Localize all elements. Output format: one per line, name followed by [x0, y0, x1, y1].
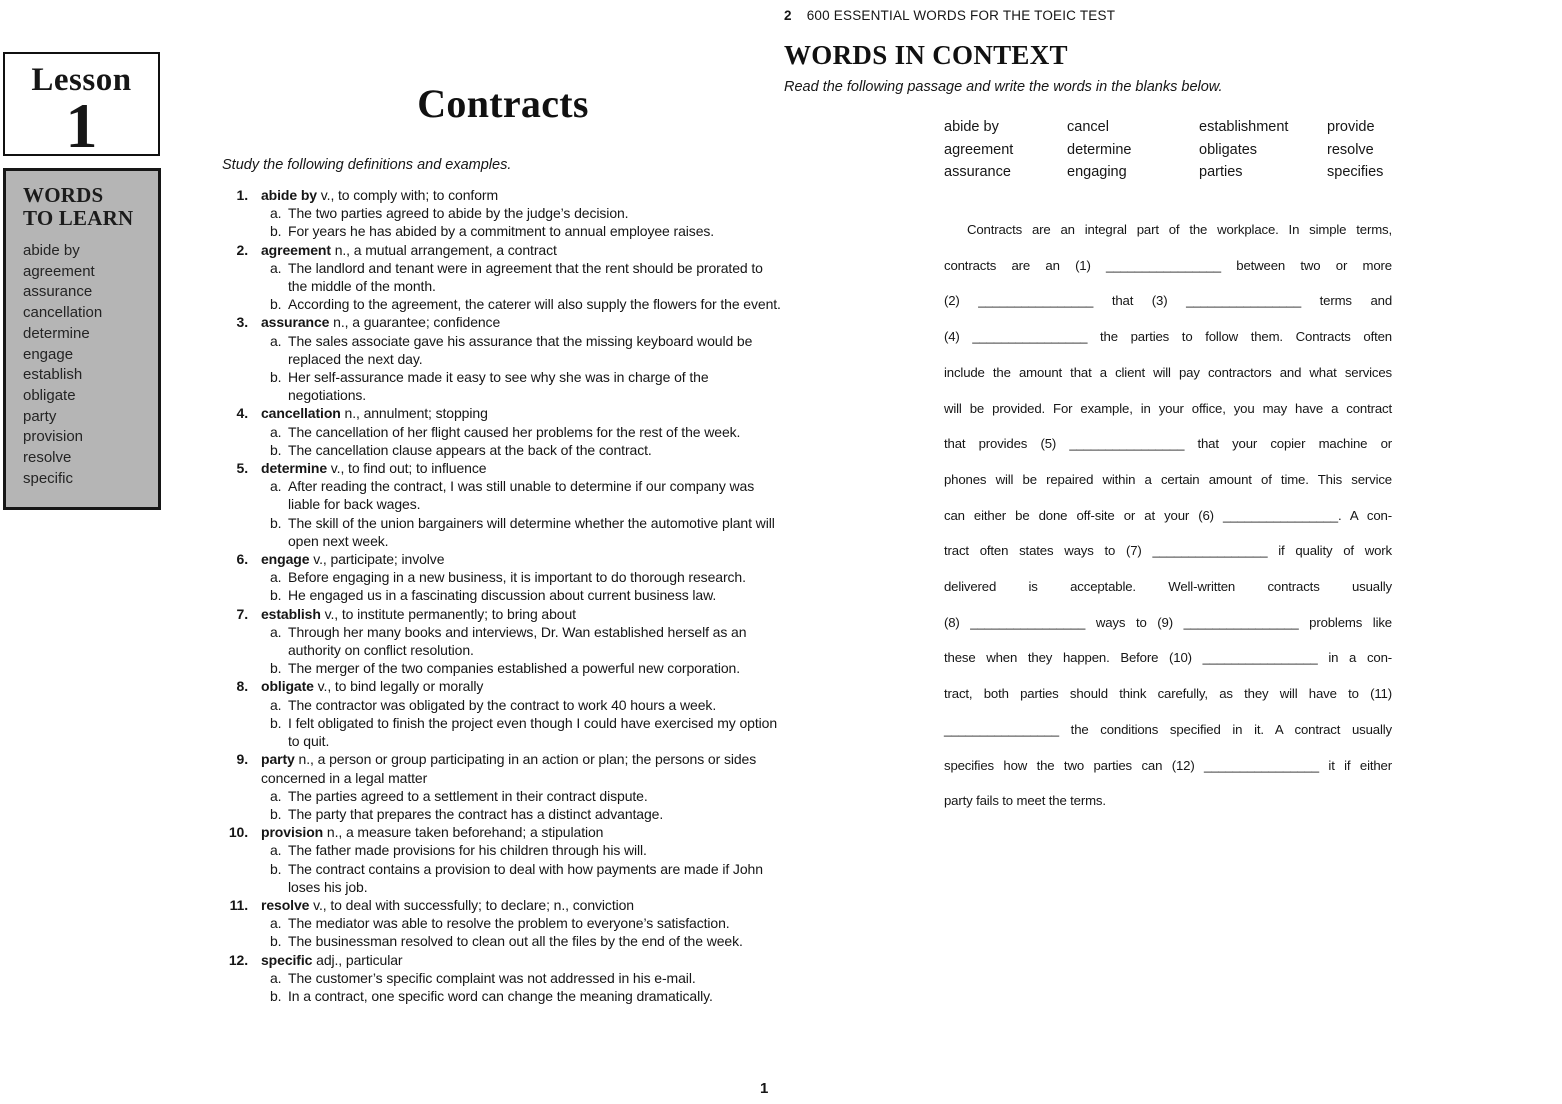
- example-sentences: [222, 568, 784, 604]
- definition-number: 4.: [236, 405, 248, 422]
- vocabulary-word: obligate: [23, 386, 76, 404]
- vocabulary-word: determine: [23, 324, 90, 342]
- example-sentence: [222, 259, 784, 295]
- definition-term: determine: [261, 460, 328, 477]
- definition-head: [222, 404, 784, 422]
- passage-line: that provides (5) ________________ that your copier machine or: [944, 436, 1392, 452]
- example-text: For years he has abided by a commitment to annual employee raises.: [288, 223, 715, 240]
- vocabulary-word: cancellation: [23, 304, 103, 322]
- word-bank-item: determine: [1067, 141, 1132, 158]
- passage-line: (2) ________________ that (3) ________________ terms and: [944, 293, 1392, 309]
- definition-term: obligate: [261, 678, 314, 695]
- example-text: The father made provisions for his children through his will.: [288, 842, 647, 859]
- definition-term: provision: [261, 824, 324, 841]
- example-label: b.: [270, 587, 282, 604]
- example-sentence: [222, 805, 784, 823]
- example-label: a.: [270, 969, 282, 986]
- word-bank-item: specifies: [1327, 164, 1384, 180]
- example-text: The customer’s specific complaint was not addressed in his e-mail.: [288, 969, 696, 986]
- example-label: a.: [270, 478, 282, 495]
- definition-number: 8.: [236, 678, 248, 695]
- passage-line: these when they happen. Before (10) ________________ in a con-: [944, 650, 1392, 666]
- definition-text: v., participate; involve: [309, 551, 445, 568]
- example-sentences: [222, 623, 784, 678]
- fill-in-passage: [944, 212, 1392, 819]
- example-text: The parties agreed to a settlement in their contract dispute.: [288, 787, 648, 804]
- definition-item: [222, 896, 784, 951]
- definition-head: [222, 550, 784, 568]
- definition-number: 2.: [236, 241, 248, 258]
- definition-text: v., to find out; to influence: [327, 460, 487, 477]
- example-text: I felt obligated to finish the project even though I could have exercised my option to quit.: [288, 714, 778, 750]
- example-text: The cancellation of her flight caused her problems for the rest of the week.: [288, 423, 741, 440]
- vocabulary-word: agreement: [23, 262, 95, 280]
- passage-line: (4) ________________ the parties to follow them. Contracts often: [944, 329, 1392, 345]
- example-sentences: [222, 841, 784, 896]
- words-to-learn-title: [23, 184, 152, 230]
- definition-head: [222, 677, 784, 695]
- definition-text: n., a person or group participating in an action or plan; the persons or sides concerned in a legal matter: [261, 751, 757, 786]
- vocabulary-word: specific: [23, 469, 74, 487]
- passage-line: (8) ________________ ways to (9) ________________ problems like: [944, 614, 1392, 630]
- example-label: a.: [270, 787, 282, 804]
- word-bank-item: provide: [1327, 119, 1375, 135]
- word-bank-item: obligates: [1199, 141, 1258, 158]
- example-sentences: [222, 204, 784, 240]
- lesson-title: Contracts: [417, 81, 589, 126]
- example-label: b.: [270, 933, 282, 950]
- definition-term: specific: [261, 951, 313, 968]
- example-sentence: [222, 204, 784, 222]
- definition-number: 6.: [236, 551, 248, 568]
- definition-term: party: [261, 751, 295, 768]
- definition-head: [222, 823, 784, 841]
- example-text: The cancellation clause appears at the back of the contract.: [288, 441, 652, 458]
- vocabulary-word: party: [23, 407, 57, 425]
- example-sentence: [222, 423, 784, 441]
- word-bank-item: assurance: [944, 164, 1011, 180]
- example-sentence: [222, 477, 784, 513]
- definition-text: n., a measure taken beforehand; a stipulation: [323, 824, 604, 841]
- passage-line: phones will be repaired within a certain amount of time. This service: [944, 471, 1392, 487]
- passage-line: contracts are an (1) ________________ between two or more: [944, 257, 1392, 273]
- definition-number: 1.: [236, 187, 248, 203]
- word-bank-item: abide by: [944, 119, 999, 135]
- passage-line: tract often states ways to (7) ________________ if quality of work: [944, 543, 1392, 559]
- definition-text: v., to deal with successfully; to declare; n., conviction: [309, 896, 634, 913]
- example-sentence: [222, 696, 784, 714]
- passage-line: can either be done off-site or at your (6) ________________. A con-: [944, 507, 1392, 523]
- example-text: The landlord and tenant were in agreement that the rent should be prorated to the middle of the month.: [288, 259, 763, 295]
- definition-term: resolve: [261, 896, 310, 913]
- words-to-learn-title-line1: WORDS: [23, 183, 104, 207]
- example-sentence: [222, 932, 784, 950]
- word-bank-item: establishment: [1199, 119, 1289, 135]
- definitions-list: [222, 186, 784, 1005]
- example-sentences: [222, 696, 784, 751]
- passage-line: delivered is acceptable. Well-written contracts usually: [944, 579, 1392, 595]
- word-bank-item: agreement: [944, 141, 1014, 158]
- example-label: b.: [270, 805, 282, 822]
- example-label: a.: [270, 842, 282, 859]
- definition-number: 5.: [236, 460, 248, 477]
- definition-term: agreement: [261, 241, 331, 258]
- example-sentences: [222, 332, 784, 405]
- example-label: a.: [270, 696, 282, 713]
- example-sentence: [222, 841, 784, 859]
- example-text: The mediator was able to resolve the problem to everyone’s satisfaction.: [288, 915, 730, 932]
- example-text: Before engaging in a new business, it is important to do thorough research.: [288, 569, 746, 586]
- example-sentence: [222, 222, 784, 240]
- example-text: After reading the contract, I was still unable to determine if our company was liable for back wages.: [288, 478, 755, 513]
- definition-text: n., annulment; stopping: [340, 405, 488, 422]
- definition-text: v., to institute permanently; to bring about: [320, 605, 576, 622]
- example-label: a.: [270, 569, 282, 586]
- example-text: The merger of the two companies established a powerful new corporation.: [288, 660, 741, 677]
- example-label: a.: [270, 259, 282, 276]
- example-sentence: [222, 987, 784, 1005]
- definition-text: n., a mutual arrangement, a contract: [330, 241, 557, 258]
- passage-line: tract, both parties should think carefully, as they will have to (11): [944, 686, 1392, 702]
- definition-head: [222, 186, 784, 204]
- definition-item: [222, 459, 784, 550]
- lesson-label: Lesson: [31, 62, 132, 98]
- example-label: b.: [270, 660, 282, 677]
- example-sentences: [222, 477, 784, 550]
- vocabulary-word: abide by: [23, 242, 80, 259]
- example-label: b.: [270, 860, 282, 877]
- definition-term: assurance: [261, 314, 330, 331]
- lesson-number: 1: [65, 90, 98, 161]
- definition-number: 3.: [236, 314, 248, 331]
- example-text: He engaged us in a fascinating discussion about current business law.: [288, 587, 717, 604]
- example-sentences: [222, 423, 784, 459]
- example-sentences: [222, 259, 784, 314]
- example-sentence: [222, 514, 784, 550]
- example-text: According to the agreement, the caterer will also supply the flowers for the event.: [288, 296, 781, 313]
- definition-text: adj., particular: [312, 951, 403, 968]
- example-sentence: [222, 659, 784, 677]
- context-instruction: Read the following passage and write the words in the blanks below.: [784, 79, 1223, 95]
- example-label: b.: [270, 441, 282, 458]
- definition-term: abide by: [261, 187, 317, 203]
- definition-text: v., to comply with; to conform: [317, 187, 499, 203]
- definition-item: [222, 313, 784, 404]
- example-sentence: [222, 914, 784, 932]
- running-head: [784, 8, 1115, 23]
- example-text: In a contract, one specific word can change the meaning dramatically.: [288, 987, 713, 1004]
- definition-number: 10.: [228, 824, 248, 841]
- example-text: The two parties agreed to abide by the judge’s decision.: [288, 205, 629, 222]
- definition-item: [222, 404, 784, 459]
- word-bank-item: parties: [1199, 164, 1243, 180]
- definition-item: [222, 823, 784, 896]
- definition-number: 11.: [229, 896, 248, 913]
- example-sentence: [222, 714, 784, 750]
- example-sentence: [222, 441, 784, 459]
- example-label: b.: [270, 514, 282, 531]
- definition-text: v., to bind legally or morally: [313, 678, 484, 695]
- example-sentences: [222, 969, 784, 1005]
- example-label: b.: [270, 987, 282, 1004]
- example-label: a.: [270, 205, 282, 222]
- vocabulary-word: assurance: [23, 283, 93, 301]
- example-sentence: [222, 295, 784, 313]
- example-sentence: [222, 787, 784, 805]
- vocabulary-word: engage: [23, 345, 74, 363]
- definition-term: cancellation: [261, 405, 341, 422]
- book-title: 600 ESSENTIAL WORDS FOR THE TOEIC TEST: [806, 8, 1116, 23]
- definition-head: [222, 951, 784, 969]
- example-text: Through her many books and interviews, Dr. Wan established herself as an authority on conflict resolution.: [288, 623, 747, 659]
- definition-text: n., a guarantee; confidence: [329, 314, 501, 331]
- example-sentence: [222, 368, 784, 404]
- example-sentence: [222, 568, 784, 586]
- definition-item: [222, 550, 784, 605]
- definition-head: [222, 313, 784, 331]
- lesson-number-box: [3, 52, 160, 161]
- study-instruction: Study the following definitions and examples.: [222, 157, 512, 173]
- example-label: a.: [270, 423, 282, 440]
- definition-number: 7.: [236, 605, 248, 622]
- passage-line: specifies how the two parties can (12) ________________ it if either: [944, 757, 1392, 773]
- definition-item: [222, 677, 784, 750]
- example-text: The contractor was obligated by the contract to work 40 hours a week.: [288, 696, 717, 713]
- example-label: a.: [270, 623, 282, 640]
- passage-line: party fails to meet the terms.: [944, 793, 1106, 809]
- definition-number: 12.: [228, 951, 248, 968]
- example-label: b.: [270, 714, 282, 731]
- example-sentence: [222, 586, 784, 604]
- passage-line: ________________ the conditions specified in it. A contract usually: [944, 721, 1392, 737]
- definition-item: [222, 750, 784, 823]
- example-sentences: [222, 914, 784, 950]
- definition-item: [222, 605, 784, 678]
- definition-term: engage: [261, 551, 310, 568]
- vocabulary-word: establish: [23, 366, 83, 384]
- definition-head: [222, 750, 784, 786]
- example-text: Her self-assurance made it easy to see why she was in charge of the negotiations.: [288, 369, 709, 404]
- example-sentence: [222, 860, 784, 896]
- example-sentence: [222, 332, 784, 368]
- example-label: a.: [270, 332, 282, 349]
- word-bank-item: cancel: [1067, 119, 1109, 135]
- words-to-learn-title-line2: TO LEARN: [23, 206, 134, 230]
- example-sentence: [222, 623, 784, 659]
- example-label: b.: [270, 296, 282, 313]
- example-sentences: [222, 787, 784, 823]
- word-bank: [944, 116, 1396, 184]
- words-to-learn-box: [3, 168, 161, 510]
- word-bank-item: resolve: [1327, 141, 1374, 158]
- vocabulary-word: provision: [23, 428, 84, 446]
- example-text: The contract contains a provision to deal with how payments are made if John loses his job.: [288, 860, 763, 895]
- definition-head: [222, 605, 784, 623]
- definition-item: [222, 186, 784, 241]
- example-label: b.: [270, 369, 282, 386]
- definition-term: establish: [261, 605, 321, 622]
- definition-head: [222, 459, 784, 477]
- passage-line: will be provided. For example, in your office, you may have a contract: [944, 400, 1392, 416]
- example-label: b.: [270, 223, 282, 240]
- definition-item: [222, 241, 784, 314]
- example-text: The businessman resolved to clean out all the files by the end of the week.: [288, 933, 743, 950]
- example-label: a.: [270, 915, 282, 932]
- example-text: The skill of the union bargainers will determine whether the automotive plant will open next week.: [288, 514, 775, 549]
- definition-number: 9.: [236, 751, 248, 768]
- example-text: The sales associate gave his assurance that the missing keyboard would be replaced the next day.: [288, 332, 753, 367]
- example-sentence: [222, 969, 784, 987]
- page-number: 1: [760, 1080, 769, 1097]
- example-text: The party that prepares the contract has a distinct advantage.: [288, 805, 664, 822]
- definition-item: [222, 951, 784, 1006]
- vocabulary-word: resolve: [23, 449, 72, 467]
- word-bank-item: engaging: [1067, 164, 1127, 180]
- definition-head: [222, 241, 784, 259]
- passage-line: include the amount that a client will pay contractors and what services: [944, 364, 1392, 380]
- words-in-context-title: WORDS IN CONTEXT: [784, 40, 1068, 70]
- definition-head: [222, 896, 784, 914]
- words-to-learn-list: [23, 241, 152, 489]
- passage-line: Contracts are an integral part of the workplace. In simple terms,: [967, 222, 1392, 237]
- facing-page-number: 2: [784, 8, 792, 23]
